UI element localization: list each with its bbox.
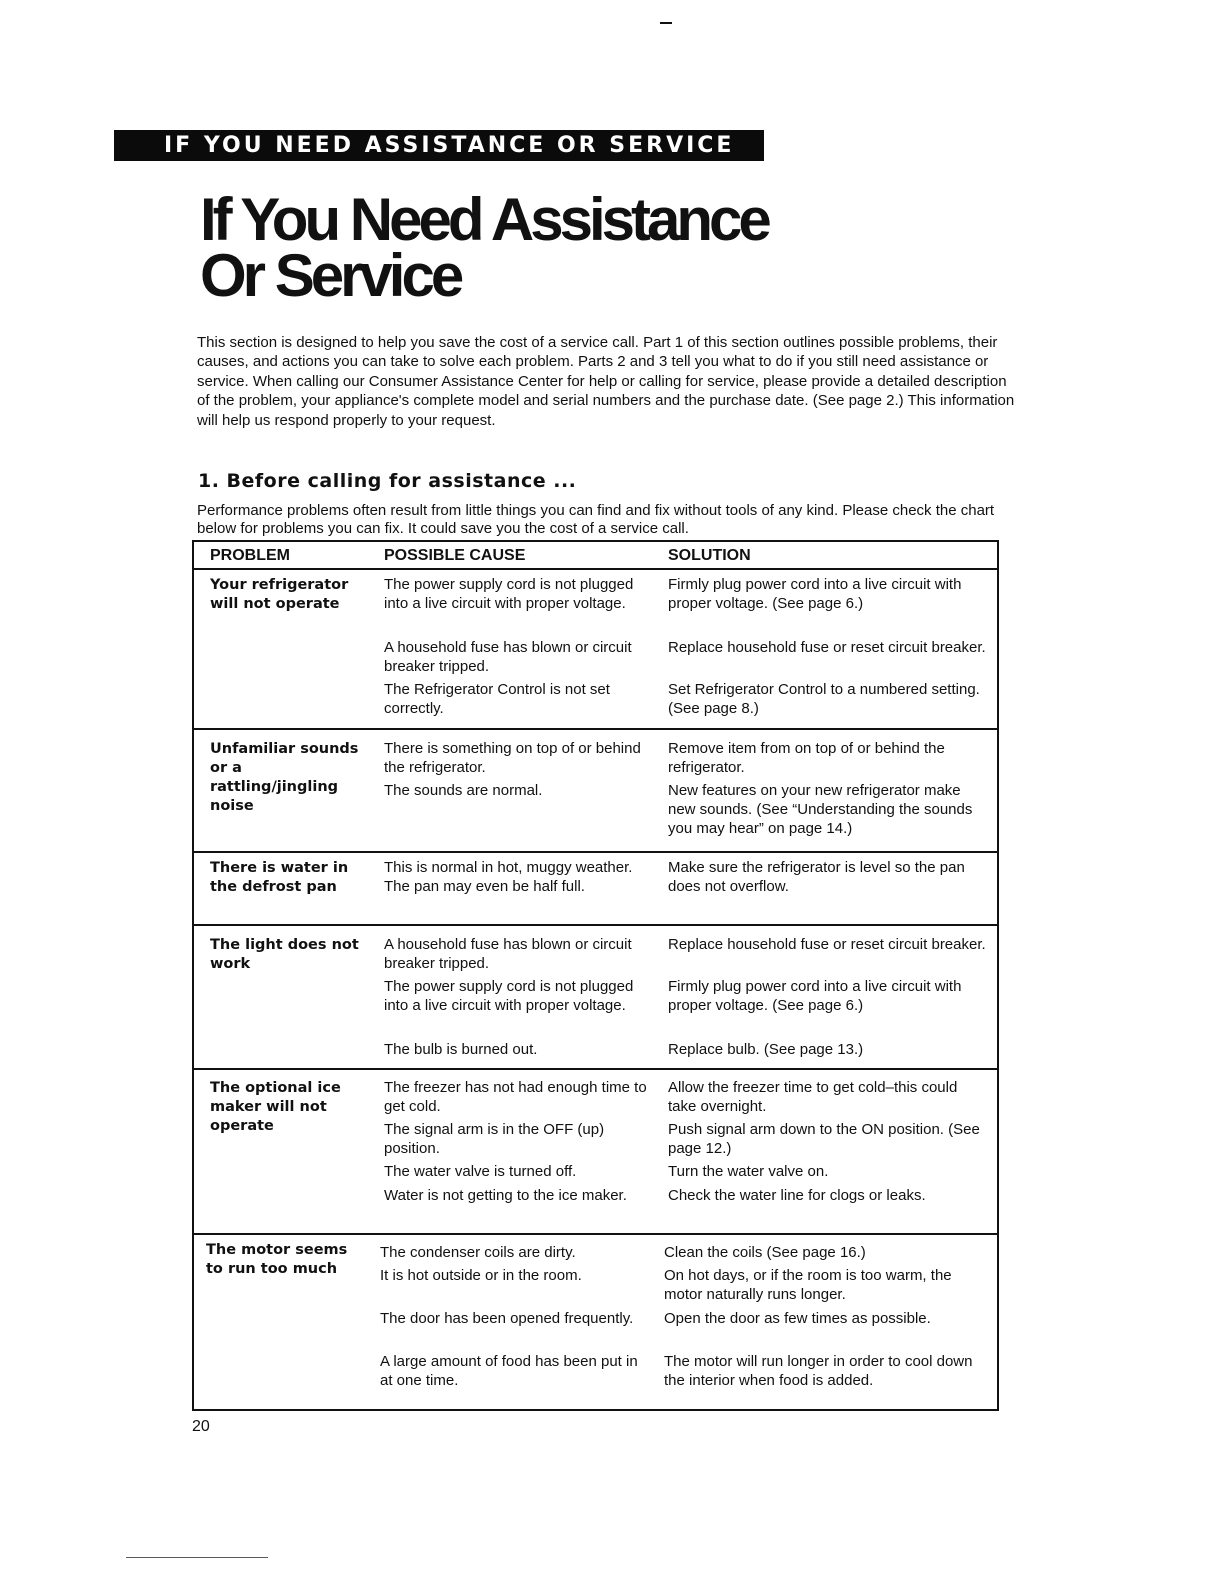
page-title-line-1: If You Need Assistance [200, 186, 768, 253]
table-row [194, 730, 997, 853]
section-banner: IF YOU NEED ASSISTANCE OR SERVICE [114, 130, 764, 161]
solution-cell: Make sure the refrigerator is level so the pan does not overflow. [668, 859, 965, 895]
table-header [194, 542, 997, 570]
problem-cell: The optional ice maker will not operate [210, 1080, 341, 1134]
solution-cell: Turn the water valve on. [668, 1163, 829, 1180]
cause-cell: A household fuse has blown or circuit breaker tripped. [384, 936, 632, 972]
intro-paragraph: This section is designed to help you save the cost of a service call. Part 1 of this section outlines possible problems, their causes, and actions you can take to solve each problem. Parts 2 and 3 tell you what to do if you still need assistance or service. When calling our Consumer Assistance Center for help or calling for service, please provide a detailed description of the problem, your appliance's complete model and serial numbers and the purchase date. (See page 2.) This information will help us respond properly to your request. [197, 334, 1015, 429]
section-intro-paragraph: Performance problems often result from little things you can find and fix without tools of any kind. Please check the chart below for problems you can fix. It could save you the cost of a service call. [197, 502, 995, 537]
cause-cell: The freezer has not had enough time to get cold. [384, 1079, 647, 1115]
section-heading: 1. Before calling for assistance ... [198, 470, 577, 492]
page-number: 20 [192, 1418, 210, 1435]
cause-cell: The signal arm is in the OFF (up) position. [384, 1121, 605, 1157]
page-title [200, 186, 768, 309]
solution-cell: Check the water line for clogs or leaks. [668, 1187, 926, 1204]
scan-mark [660, 22, 672, 24]
cause-cell: A large amount of food has been put in at one time. [380, 1353, 638, 1389]
cause-cell: It is hot outside or in the room. [380, 1267, 582, 1284]
cause-cell: The door has been opened frequently. [380, 1310, 634, 1327]
header-possible-cause: POSSIBLE CAUSE [384, 547, 526, 564]
cause-cell: The water valve is turned off. [384, 1163, 577, 1180]
solution-cell: Firmly plug power cord into a live circuit with proper voltage. (See page 6.) [668, 978, 962, 1014]
footer-rule [126, 1557, 268, 1558]
solution-cell: Open the door as few times as possible. [664, 1310, 931, 1327]
solution-cell: The motor will run longer in order to cool down the interior when food is added. [664, 1353, 973, 1389]
cause-cell: There is something on top of or behind the refrigerator. [384, 740, 641, 776]
solution-cell: Replace household fuse or reset circuit breaker. [668, 936, 986, 953]
problem-cell: The light does not work [210, 937, 359, 972]
solution-cell: Replace bulb. (See page 13.) [668, 1041, 864, 1058]
page-title-line-2: Or Service [200, 242, 461, 309]
cause-cell: This is normal in hot, muggy weather. The pan may even be half full. [384, 859, 633, 895]
cause-cell: A household fuse has blown or circuit breaker tripped. [384, 639, 632, 675]
cause-cell: The power supply cord is not plugged into a live circuit with proper voltage. [384, 978, 634, 1014]
solution-cell: Push signal arm down to the ON position. (See page 12.) [668, 1121, 980, 1157]
header-solution: SOLUTION [668, 547, 751, 564]
problem-cell: There is water in the defrost pan [210, 860, 349, 895]
cause-cell: The power supply cord is not plugged into a live circuit with proper voltage. [384, 576, 634, 612]
cause-cell: The condenser coils are dirty. [380, 1244, 576, 1261]
cause-cell: Water is not getting to the ice maker. [384, 1187, 627, 1204]
header-problem: PROBLEM [210, 547, 290, 564]
solution-cell: Set Refrigerator Control to a numbered setting. (See page 8.) [668, 681, 980, 717]
solution-cell: Firmly plug power cord into a live circuit with proper voltage. (See page 6.) [668, 576, 962, 612]
solution-cell: Allow the freezer time to get cold–this could take overnight. [668, 1079, 958, 1115]
table-row [194, 1070, 997, 1235]
problem-cell: Your refrigerator will not operate [210, 577, 349, 612]
table-row [194, 853, 997, 926]
table-row [194, 570, 997, 730]
cause-cell: The sounds are normal. [384, 782, 543, 799]
solution-cell: New features on your new refrigerator make new sounds. (See “Understanding the sounds you may hear” on page 14.) [668, 782, 973, 837]
table-row [194, 926, 997, 1070]
table-row [194, 1235, 997, 1411]
problem-cell: The motor seems to run too much [206, 1242, 348, 1277]
solution-cell: On hot days, or if the room is too warm, the motor naturally runs longer. [664, 1267, 952, 1303]
cause-cell: The bulb is burned out. [384, 1041, 538, 1058]
troubleshooting-table [192, 540, 999, 1411]
problem-cell: Unfamiliar sounds or a rattling/jingling noise [210, 741, 359, 814]
solution-cell: Clean the coils (See page 16.) [664, 1244, 866, 1261]
cause-cell: The Refrigerator Control is not set correctly. [384, 681, 610, 717]
solution-cell: Replace household fuse or reset circuit breaker. [668, 639, 986, 656]
solution-cell: Remove item from on top of or behind the refrigerator. [668, 740, 945, 776]
